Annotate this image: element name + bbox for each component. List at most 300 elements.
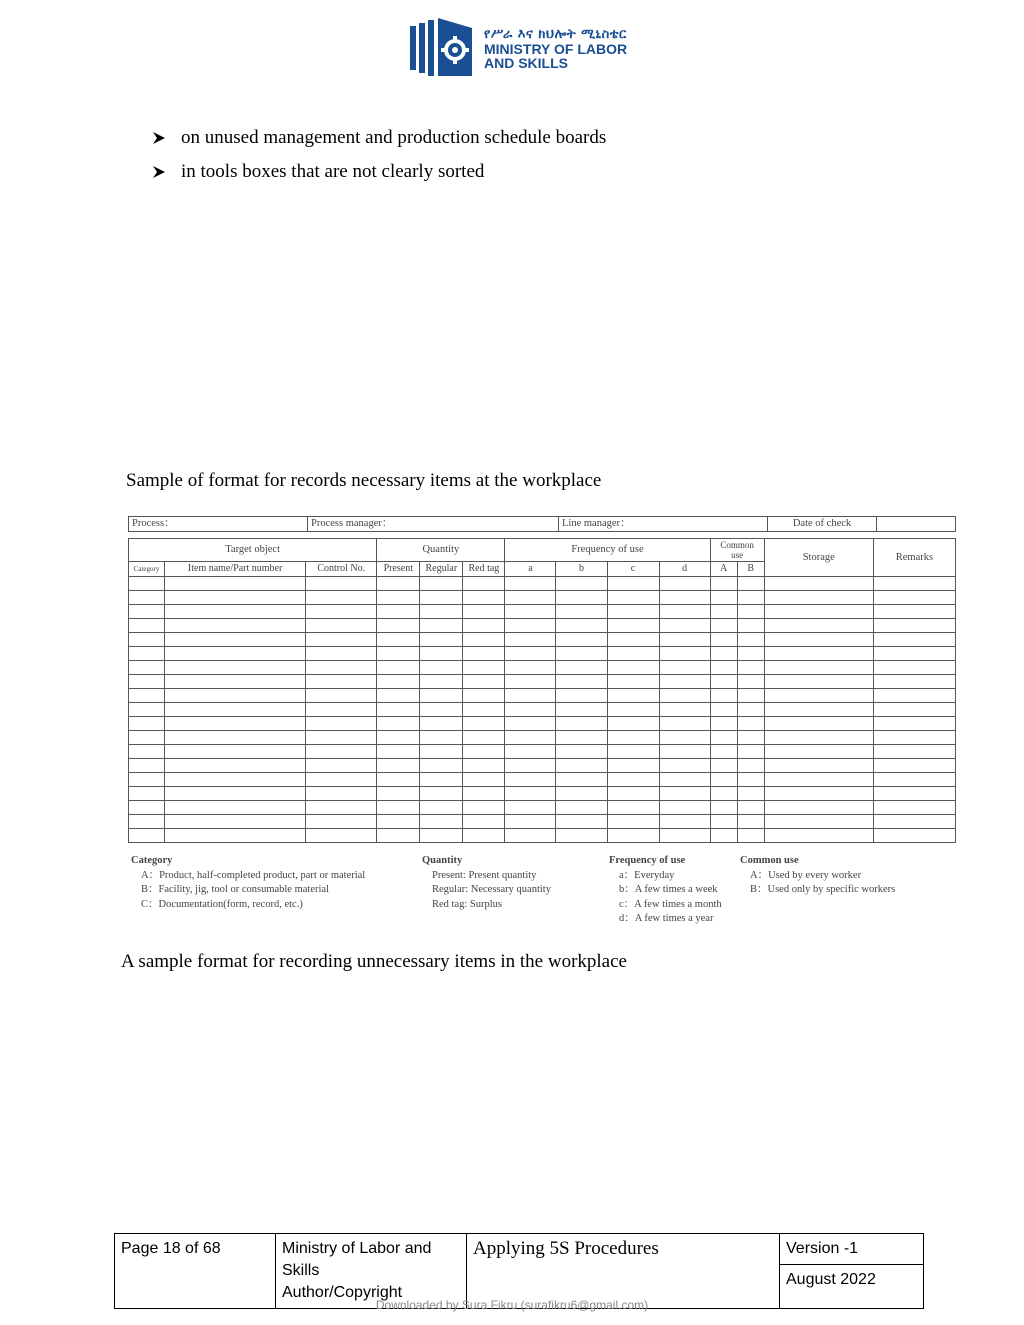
form-blank-cell [764,661,873,675]
form-blank-cell [556,633,607,647]
form-blank-row [129,647,956,661]
form-blank-cell [377,591,420,605]
form-blank-cell [306,787,377,801]
form-blank-cell [873,773,955,787]
form-blank-cell [463,801,505,815]
legend-quantity-title: Quantity [422,855,463,866]
form-blank-cell [165,605,306,619]
process-label: Process： [129,517,308,532]
form-blank-cell [306,591,377,605]
form-blank-cell [165,647,306,661]
form-blank-cell [737,675,764,689]
form-blank-cell [659,675,710,689]
form-blank-cell [737,801,764,815]
form-blank-cell [129,633,165,647]
download-note: Downloaded by Sura Fikru (surafikru6@gmail.com) [375,1298,649,1312]
form-blank-cell [556,605,607,619]
form-blank-cell [764,591,873,605]
form-blank-cell [306,661,377,675]
form-blank-cell [129,773,165,787]
form-blank-row [129,815,956,829]
form-blank-cell [607,647,659,661]
form-blank-cell [129,717,165,731]
form-blank-cell [873,647,955,661]
form-blank-cell [377,689,420,703]
form-blank-cell [737,619,764,633]
form-blank-cell [420,577,463,591]
form-blank-cell [463,731,505,745]
form-blank-cell [463,619,505,633]
legend-category-title: Category [131,855,173,866]
form-blank-cell [165,801,306,815]
form-blank-cell [764,815,873,829]
common-use-header: Common use [710,539,764,562]
form-blank-cell [556,829,607,843]
form-blank-row [129,773,956,787]
col-category: Category [129,562,165,577]
form-blank-cell [710,633,737,647]
form-blank-cell [873,591,955,605]
bullet-text: on unused management and production schedule boards [181,127,607,148]
form-blank-cell [306,773,377,787]
form-blank-cell [420,731,463,745]
form-blank-cell [873,661,955,675]
form-blank-cell [764,605,873,619]
figure-caption: A sample format for recording unnecessary items in the workplace [121,951,627,972]
form-blank-cell [873,633,955,647]
form-blank-cell [377,773,420,787]
form-blank-cell [463,745,505,759]
line-manager-label: Line manager： [559,517,768,532]
form-blank-cell [607,815,659,829]
form-blank-cell [607,591,659,605]
form-blank-cell [377,731,420,745]
form-blank-cell [165,703,306,717]
legend-item: b：A few times a week [619,884,718,895]
form-blank-cell [737,731,764,745]
form-blank-cell [710,577,737,591]
footer-title: Applying 5S Procedures [467,1234,780,1309]
form-blank-cell [873,605,955,619]
form-blank-cell [129,577,165,591]
form-blank-cell [377,801,420,815]
form-blank-cell [463,675,505,689]
form-blank-cell [420,661,463,675]
necessary-items-form [128,516,958,928]
form-blank-cell [165,773,306,787]
form-blank-cell [873,787,955,801]
form-blank-cell [764,731,873,745]
form-blank-cell [710,619,737,633]
form-blank-cell [165,591,306,605]
form-blank-cell [764,829,873,843]
form-blank-cell [306,675,377,689]
form-blank-cell [420,801,463,815]
form-blank-cell [607,577,659,591]
col-freq-d: d [659,562,710,577]
form-blank-cell [129,815,165,829]
form-blank-cell [165,577,306,591]
form-blank-cell [873,619,955,633]
form-blank-cell [556,689,607,703]
form-blank-cell [659,731,710,745]
form-blank-cell [306,829,377,843]
form-blank-cell [607,675,659,689]
form-blank-cell [737,787,764,801]
form-blank-cell [505,647,556,661]
form-blank-cell [737,703,764,717]
form-blank-cell [420,759,463,773]
legend-category [131,854,365,912]
form-blank-cell [129,647,165,661]
form-blank-cell [165,675,306,689]
form-blank-cell [710,717,737,731]
legend-item: Present: Present quantity [432,869,537,881]
form-blank-cell [306,703,377,717]
frequency-header: Frequency of use [505,539,710,562]
form-blank-row [129,703,956,717]
form-blank-cell [306,577,377,591]
form-blank-cell [377,633,420,647]
form-blank-cell [306,647,377,661]
legend-frequency-title: Frequency of use [609,855,686,866]
form-blank-cell [659,745,710,759]
form-blank-cell [129,829,165,843]
logo-line2: AND SKILLS [484,55,568,71]
form-blank-cell [463,689,505,703]
form-blank-cell [873,717,955,731]
form-blank-cell [556,745,607,759]
form-blank-cell [129,759,165,773]
footer-page-number: Page 18 of 68 [115,1234,276,1309]
form-blank-cell [505,801,556,815]
form-blank-cell [737,633,764,647]
form-blank-cell [607,661,659,675]
form-blank-cell [165,731,306,745]
form-blank-cell [659,787,710,801]
legend-item: d：A few times a year [619,913,714,924]
form-blank-cell [710,591,737,605]
form-blank-cell [556,717,607,731]
form-blank-row [129,801,956,815]
form-blank-cell [129,661,165,675]
logo-line1: MINISTRY OF LABOR [484,41,628,57]
legend-common-title: Common use [740,855,799,866]
form-blank-cell [710,689,737,703]
form-blank-cell [505,675,556,689]
form-blank-cell [306,745,377,759]
date-of-check-value [877,517,956,532]
form-blank-cell [873,703,955,717]
footer-version: Version -1 [780,1234,924,1265]
form-blank-cell [556,703,607,717]
form-blank-cell [659,633,710,647]
arrow-bullet-icon [152,131,166,145]
form-blank-cell [420,745,463,759]
form-blank-row [129,717,956,731]
form-blank-cell [873,829,955,843]
form-blank-cell [165,745,306,759]
form-blank-row [129,731,956,745]
legend-item: C：Documentation(form, record, etc.) [141,898,303,910]
form-blank-cell [463,759,505,773]
form-blank-cell [873,675,955,689]
col-control-no: Control No. [306,562,377,577]
form-blank-cell [306,717,377,731]
form-blank-cell [505,689,556,703]
form-blank-cell [129,591,165,605]
form-blank-cell [710,675,737,689]
form-blank-cell [737,829,764,843]
form-blank-cell [764,619,873,633]
form-blank-cell [556,591,607,605]
form-blank-cell [129,689,165,703]
form-blank-cell [505,717,556,731]
form-blank-cell [659,591,710,605]
form-blank-cell [659,577,710,591]
form-blank-cell [873,731,955,745]
legend-item: Red tag: Surplus [432,898,502,910]
form-blank-row [129,675,956,689]
form-blank-cell [764,759,873,773]
form-blank-cell [873,745,955,759]
form-blank-cell [737,745,764,759]
legend-item: B：Used only by specific workers [750,884,896,895]
form-blank-cell [420,703,463,717]
form-blank-cell [306,619,377,633]
form-blank-cell [129,675,165,689]
form-blank-cell [306,689,377,703]
form-blank-cell [764,703,873,717]
form-blank-cell [737,661,764,675]
quantity-header: Quantity [377,539,505,562]
form-blank-cell [607,773,659,787]
form-blank-cell [607,689,659,703]
form-blank-cell [505,773,556,787]
form-blank-cell [377,759,420,773]
form-blank-cell [377,619,420,633]
form-blank-cell [377,675,420,689]
form-blank-cell [607,703,659,717]
form-blank-cell [764,577,873,591]
form-blank-cell [710,703,737,717]
form-blank-cell [607,745,659,759]
form-blank-cell [463,773,505,787]
form-blank-cell [737,689,764,703]
form-blank-cell [505,745,556,759]
form-blank-cell [165,661,306,675]
form-blank-cell [165,717,306,731]
form-blank-cell [873,801,955,815]
form-blank-cell [420,773,463,787]
form-blank-cell [463,633,505,647]
form-body [129,577,956,843]
form-blank-cell [710,731,737,745]
form-blank-cell [710,661,737,675]
form-blank-cell [556,647,607,661]
form-blank-cell [607,801,659,815]
remarks-header: Remarks [873,539,955,577]
storage-header: Storage [764,539,873,577]
form-blank-cell [556,801,607,815]
logo-text [484,28,627,70]
form-blank-cell [710,759,737,773]
form-blank-cell [165,759,306,773]
bullet-item [152,161,484,183]
form-blank-cell [556,731,607,745]
form-blank-cell [129,703,165,717]
form-blank-row [129,605,956,619]
form-blank-cell [737,717,764,731]
form-blank-cell [420,717,463,731]
form-blank-cell [377,787,420,801]
form-blank-cell [463,577,505,591]
form-blank-cell [737,773,764,787]
form-blank-cell [420,591,463,605]
form-blank-cell [737,577,764,591]
legend-item: Regular: Necessary quantity [432,884,551,895]
form-blank-cell [306,759,377,773]
form-blank-cell [710,773,737,787]
legend-item: a：Everyday [619,869,675,881]
col-common-a: A [710,562,737,577]
form-blank-cell [377,661,420,675]
form-blank-cell [659,619,710,633]
form-blank-cell [737,591,764,605]
form-blank-cell [659,773,710,787]
form-blank-cell [306,731,377,745]
form-blank-cell [505,829,556,843]
form-blank-cell [377,717,420,731]
form-blank-cell [764,773,873,787]
form-blank-row [129,661,956,675]
legend-quantity [422,854,551,912]
form-blank-cell [505,577,556,591]
form-main-table [128,538,956,843]
form-blank-cell [710,829,737,843]
form-blank-cell [556,675,607,689]
form-blank-cell [764,801,873,815]
form-blank-cell [710,801,737,815]
target-object-header: Target object [129,539,377,562]
form-blank-cell [165,787,306,801]
form-blank-cell [873,759,955,773]
form-blank-cell [505,815,556,829]
process-manager-label: Process manager： [308,517,559,532]
form-blank-cell [607,731,659,745]
bullet-text: in tools boxes that are not clearly sorted [181,161,485,182]
form-blank-cell [659,647,710,661]
col-freq-a: a [505,562,556,577]
col-freq-c: c [607,562,659,577]
form-blank-cell [556,815,607,829]
form-blank-cell [659,689,710,703]
form-blank-cell [607,787,659,801]
form-blank-cell [737,759,764,773]
form-blank-cell [377,605,420,619]
footer-org-line2: Skills [282,1262,320,1279]
form-blank-cell [377,815,420,829]
form-blank-row [129,829,956,843]
form-blank-cell [463,703,505,717]
form-blank-cell [165,619,306,633]
form-blank-cell [420,815,463,829]
form-blank-cell [165,633,306,647]
form-blank-cell [764,689,873,703]
footer-date: August 2022 [780,1265,924,1309]
form-blank-cell [129,605,165,619]
form-blank-cell [420,829,463,843]
form-blank-cell [129,745,165,759]
form-blank-cell [505,633,556,647]
form-blank-row [129,577,956,591]
form-blank-cell [556,759,607,773]
form-blank-cell [607,605,659,619]
form-blank-cell [607,759,659,773]
form-blank-cell [165,829,306,843]
form-blank-row [129,689,956,703]
arrow-bullet-icon [152,165,166,179]
form-blank-cell [420,787,463,801]
legend-item: A：Product, half-completed product, part or material [141,869,366,881]
form-blank-cell [710,745,737,759]
form-blank-cell [165,815,306,829]
form-blank-cell [505,759,556,773]
form-blank-cell [659,815,710,829]
form-blank-cell [463,717,505,731]
form-blank-cell [463,661,505,675]
form-blank-cell [129,731,165,745]
form-blank-cell [129,619,165,633]
form-blank-cell [873,815,955,829]
form-blank-cell [710,815,737,829]
form-blank-cell [377,577,420,591]
form-blank-cell [764,717,873,731]
form-blank-cell [659,759,710,773]
col-present: Present [377,562,420,577]
logo-amharic: የሥራ እና ክህሎት ሚኒስቴር [484,27,627,42]
form-blank-cell [463,647,505,661]
form-blank-cell [420,633,463,647]
form-blank-cell [306,605,377,619]
form-top-table [128,516,956,532]
form-blank-cell [505,787,556,801]
form-blank-cell [505,591,556,605]
bullet-item [152,127,606,149]
col-freq-b: b [556,562,607,577]
form-blank-cell [764,675,873,689]
form-blank-cell [505,605,556,619]
form-blank-cell [463,605,505,619]
form-blank-cell [556,577,607,591]
form-blank-cell [556,773,607,787]
form-blank-cell [306,633,377,647]
form-blank-cell [873,577,955,591]
form-blank-cell [710,647,737,661]
form-blank-cell [420,605,463,619]
form-blank-cell [659,605,710,619]
footer-org-line1: Ministry of Labor and [282,1240,432,1257]
form-blank-cell [377,703,420,717]
form-blank-cell [463,591,505,605]
col-common-b: B [737,562,764,577]
form-blank-row [129,633,956,647]
form-blank-cell [737,647,764,661]
form-blank-cell [129,801,165,815]
form-blank-row [129,787,956,801]
form-blank-row [129,759,956,773]
legend-item: B：Facility, jig, tool or consumable material [141,884,329,895]
